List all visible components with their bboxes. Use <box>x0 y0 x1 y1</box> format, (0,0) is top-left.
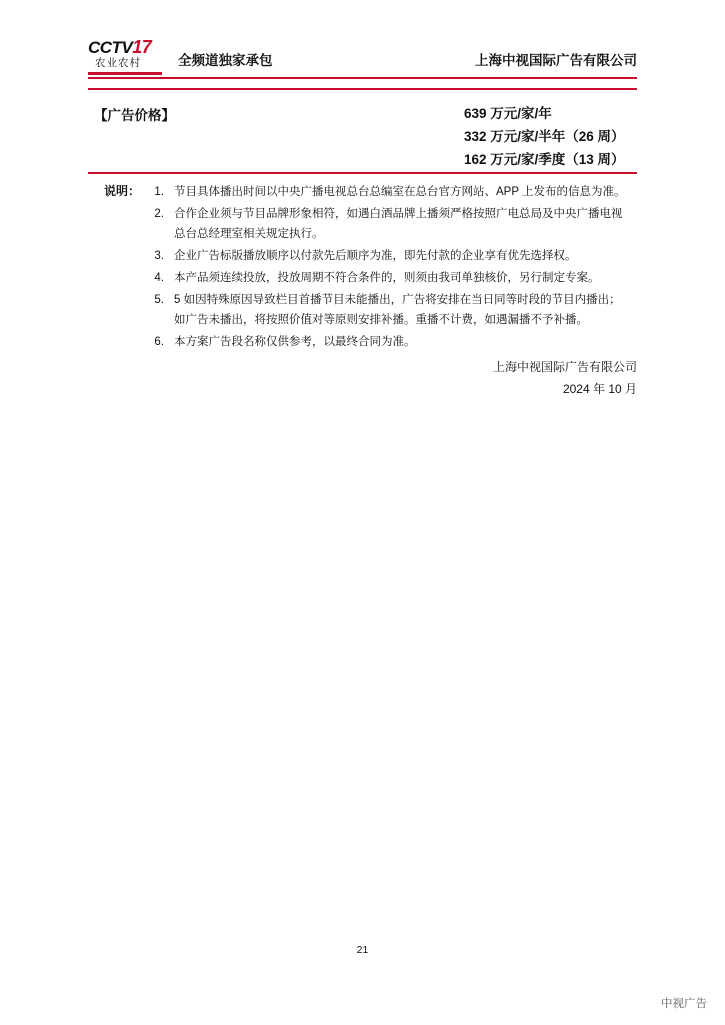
price-label: 【广告价格】 <box>94 108 175 123</box>
list-item-text: 本产品须连续投放，投放周期不符合条件的，则须由我司单独核价，另行制定专案。 <box>174 272 600 284</box>
document-header <box>88 36 637 78</box>
signature-date: 2024 年 10 月 <box>562 382 637 396</box>
list-item-number: 3. <box>154 250 164 262</box>
price-block <box>88 88 637 174</box>
list-item <box>146 290 626 330</box>
list-item-text: 本方案广告段名称仅供参考，以最终合同为准。 <box>174 336 416 348</box>
list-item-text: 节目具体播出时间以中央广播电视总台总编室在总台官方网站、APP 上发布的信息为准。 <box>174 186 626 198</box>
list-item-text: 企业广告标版播放顺序以付款先后顺序为准，即先付款的企业享有优先选择权。 <box>174 250 577 262</box>
logo-subtitle: 农业农村 <box>95 57 141 69</box>
list-item-number: 6. <box>154 336 164 348</box>
price-line-half-year: 332 万元/家/半年（26 周） <box>464 129 625 144</box>
header-slogan: 全频道独家承包 <box>178 53 273 68</box>
price-values <box>464 102 625 171</box>
list-item-text: 合作企业须与节目品牌形象相符，如遇白酒品牌上播须严格按照广电总局及中央广播电视总台总经理室相关规定执行。 <box>174 208 623 240</box>
list-item <box>146 182 626 202</box>
header-divider <box>88 77 637 79</box>
list-item <box>146 246 626 266</box>
list-item-text: 5 如因特殊原因导致栏目首播节目未能播出，广告将安排在当日同等时段的节目内播出；如广告未播出，将按照价值对等原则安排补播。重播不计费，如遇漏播不予补播。 <box>174 294 621 326</box>
notes-list <box>146 182 626 354</box>
cctv17-logo <box>88 38 162 72</box>
list-item <box>146 332 626 352</box>
list-item <box>146 204 626 244</box>
signature-block <box>88 356 637 400</box>
list-item-number: 4. <box>154 272 164 284</box>
signature-company: 上海中视国际广告有限公司 <box>492 360 637 374</box>
corner-brand-mark: 中视广告 <box>661 998 707 1010</box>
price-line-quarter: 162 万元/家/季度（13 周） <box>464 152 625 167</box>
logo-wordmark: CCTV17 <box>88 37 152 57</box>
header-row <box>88 36 637 72</box>
page-number: 21 <box>356 944 369 956</box>
list-item-number: 1. <box>154 186 164 198</box>
price-line-year: 639 万元/家/年 <box>464 106 552 121</box>
list-item-number: 2. <box>154 208 164 220</box>
header-company-name: 上海中视国际广告有限公司 <box>475 53 637 68</box>
notes-title: 说明： <box>104 184 141 198</box>
logo-underline-bar <box>88 72 162 75</box>
list-item <box>146 268 626 288</box>
list-item-number: 5. <box>154 294 164 306</box>
logo-channel-number: 17 <box>132 37 152 57</box>
